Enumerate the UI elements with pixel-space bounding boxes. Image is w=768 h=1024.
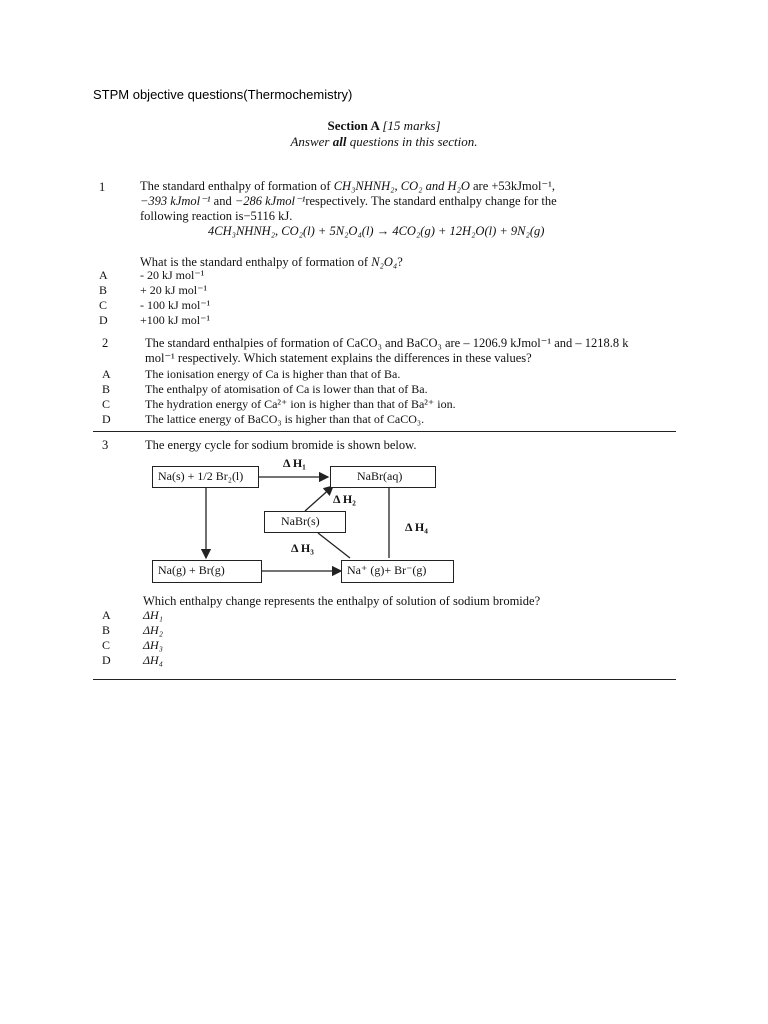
q1-option-c-text[interactable]: - 100 kJ mol⁻¹: [140, 298, 211, 312]
q2-number: 2: [102, 336, 109, 350]
q1-line1-post: are +53kJmol⁻¹,: [469, 179, 555, 193]
q1-question-species: N₂O₄: [371, 255, 398, 269]
section-title-bold: Section A: [327, 118, 380, 133]
box-na-g-br-g: Na(g) + Br(g): [152, 560, 262, 583]
arrow-dh2: [305, 486, 333, 511]
q2-option-d-text[interactable]: The lattice energy of BaCO₃ is higher than that of CaCO₃.: [145, 412, 425, 426]
q2-option-a-text[interactable]: The ionisation energy of Ca is higher than that of Ba.: [145, 367, 401, 381]
q3-option-a-text[interactable]: ΔH₁: [143, 608, 163, 622]
q1-line1-species: CH₃NHNH₂, CO₂ and H₂O: [333, 179, 470, 193]
q1-option-d-letter[interactable]: D: [99, 313, 108, 327]
q3-option-c-letter[interactable]: C: [102, 638, 111, 652]
q3-option-c-text[interactable]: ΔH₃: [143, 638, 163, 652]
q3-intro: The energy cycle for sodium bromide is shown below.: [145, 438, 417, 452]
instruction-post: questions in this section.: [349, 134, 478, 149]
instruction-pre: Answer: [290, 134, 330, 149]
q1-line2-a: −393 kJmol⁻¹: [140, 194, 211, 208]
q1-line3: following reaction is−5116 kJ.: [140, 209, 293, 223]
q1-line2-c: −286 kJmol⁻¹: [234, 194, 306, 208]
q3-option-d-text[interactable]: ΔH₄: [143, 653, 163, 667]
q2-option-b-text[interactable]: The enthalpy of atomisation of Ca is lower than that of Ba.: [145, 382, 428, 396]
label-dh4: Δ H₄: [405, 520, 428, 534]
instruction-bold: all: [332, 134, 347, 149]
q1-line2-d: respectively. The standard enthalpy change for the: [305, 194, 557, 208]
q2-option-b-letter[interactable]: B: [102, 382, 111, 396]
label-dh3: Δ H₃: [291, 541, 314, 555]
box-nabr-s: NaBr(s): [264, 511, 346, 533]
q1-option-b-letter[interactable]: B: [99, 283, 108, 297]
q3-option-d-letter[interactable]: D: [102, 653, 111, 667]
q1-option-a-letter[interactable]: A: [99, 268, 108, 282]
q3-question: Which enthalpy change represents the enthalpy of solution of sodium bromide?: [143, 594, 541, 608]
label-dh1: Δ H₁: [283, 456, 306, 470]
q1-option-d-text[interactable]: +100 kJ mol⁻¹: [140, 313, 211, 327]
q2-option-a-letter[interactable]: A: [102, 367, 111, 381]
q1-question-pre: What is the standard enthalpy of formation of: [140, 255, 372, 269]
box-ions: Na⁺ (g)+ Br⁻(g): [341, 560, 454, 583]
q3-option-b-letter[interactable]: B: [102, 623, 111, 637]
q3-option-a-letter[interactable]: A: [102, 608, 111, 622]
q3-number: 3: [102, 438, 109, 452]
arrow-dh3: [318, 533, 350, 558]
q1-question-post: ?: [397, 255, 403, 269]
q2-option-c-letter[interactable]: C: [102, 397, 111, 411]
q1-line2-b: and: [210, 194, 235, 208]
q1-line1-pre: The standard enthalpy of formation of: [140, 179, 334, 193]
q1-option-c-letter[interactable]: C: [99, 298, 108, 312]
page-header: STPM objective questions(Thermochemistry): [93, 87, 353, 102]
label-dh2: Δ H₂: [333, 492, 356, 506]
box-nabr-aq: NaBr(aq): [330, 466, 436, 488]
q1-number: 1: [99, 180, 106, 194]
q2-option-d-letter[interactable]: D: [102, 412, 111, 426]
q3-option-b-text[interactable]: ΔH₂: [143, 623, 163, 637]
q1-equation: 4CH₃NHNH₂, CO₂(l) + 5N₂O₄(l) → 4CO₂(g) + 12H₂O(l) + 9N₂(g): [208, 224, 545, 238]
q1-option-b-text[interactable]: + 20 kJ mol⁻¹: [140, 283, 208, 297]
divider-end: [93, 679, 676, 680]
q2-line1: The standard enthalpies of formation of CaCO₃ and BaCO₃ are – 1206.9 kJmol⁻¹ and – 1218.8 k: [145, 336, 629, 350]
section-marks: [15 marks]: [382, 118, 441, 133]
q2-option-c-text[interactable]: The hydration energy of Ca²⁺ ion is higher than that of Ba²⁺ ion.: [145, 397, 456, 411]
q2-line2: mol⁻¹ respectively. Which statement explains the differences in these values?: [145, 351, 532, 365]
box-na-br2: Na(s) + 1/2 Br₂(l): [152, 466, 259, 488]
q1-option-a-text[interactable]: - 20 kJ mol⁻¹: [140, 268, 205, 282]
